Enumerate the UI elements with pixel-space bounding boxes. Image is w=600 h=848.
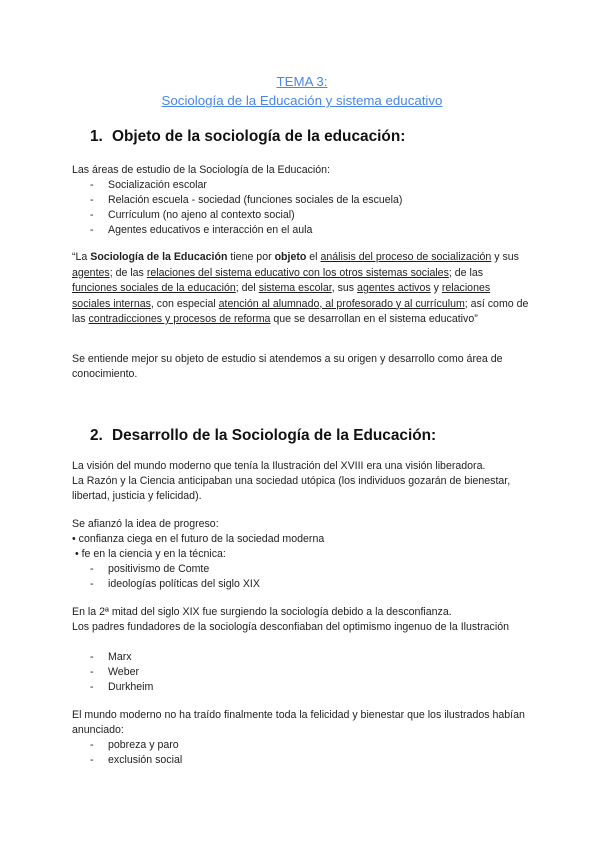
paragraph: El mundo moderno no ha traído finalmente toda la felicidad y bienestar que los ilustrados habían anunciado: <box>72 709 525 736</box>
list-item: - ideologías políticas del siglo XIX <box>90 578 260 590</box>
list-item: - Agentes educativos e interacción en el aula <box>90 224 313 236</box>
section-2-number: 2. <box>90 427 103 444</box>
list-item: - Durkheim <box>90 681 154 693</box>
list-item: • fe en la ciencia y en la técnica: <box>72 548 226 560</box>
section-1-number: 1. <box>90 128 103 145</box>
paragraph: En la 2ª mitad del siglo XIX fue surgiendo la sociología debido a la desconfianza. <box>72 606 452 618</box>
section-2-heading <box>90 427 436 445</box>
paragraph: La Razón y la Ciencia anticipaban una sociedad utópica (los individuos gozarán de bienestar, libertad, justicia y felicidad). <box>72 475 511 502</box>
progress-intro: Se afianzó la idea de progreso: <box>72 518 219 530</box>
section-1-title: Objeto de la sociología de la educación: <box>112 128 406 145</box>
section-1-heading <box>90 128 405 146</box>
list-item: - pobreza y paro <box>90 739 179 751</box>
section-2-title: Desarrollo de la Sociología de la Educación: <box>112 427 437 444</box>
list-item: - positivismo de Comte <box>90 563 210 575</box>
paragraph: La visión del mundo moderno que tenía la Ilustración del XVIII era una visión liberadora. <box>72 460 486 472</box>
list-item: - Relación escuela - sociedad (funciones sociales de la escuela) <box>90 194 403 206</box>
list-item: - Marx <box>90 651 132 663</box>
list-item: - Currículum (no ajeno al contexto social) <box>90 209 295 221</box>
section-1-intro: Las áreas de estudio de la Sociología de la Educación: <box>72 164 330 176</box>
paragraph: Los padres fundadores de la sociología desconfiaban del optimismo ingenuo de la Ilustración <box>72 621 509 633</box>
list-item: - Socialización escolar <box>90 179 207 191</box>
section-1-closing: Se entiende mejor su objeto de estudio si atendemos a su origen y desarrollo como área de conocimiento. <box>72 353 503 380</box>
document-subtitle: Sociología de la Educación y sistema educativo <box>161 93 443 108</box>
definition-quote: “La Sociología de la Educación tiene por objeto el análisis del proceso de socialización y sus agentes; de las relaciones del sistema educativo con los otros sistemas sociales; de las funciones sociales de la educación; del sistema escolar, sus agentes activos y relaciones sociales internas, con especial atención al alumnado, al profesorado y al currículum; así como de las contradicciones y procesos de reforma que se desarrollan en el sistema educativo” <box>72 251 529 325</box>
list-item: - exclusión social <box>90 754 183 766</box>
document-title: TEMA 3: <box>276 74 328 89</box>
list-item: • confianza ciega en el futuro de la sociedad moderna <box>72 533 325 545</box>
list-item: - Weber <box>90 666 140 678</box>
